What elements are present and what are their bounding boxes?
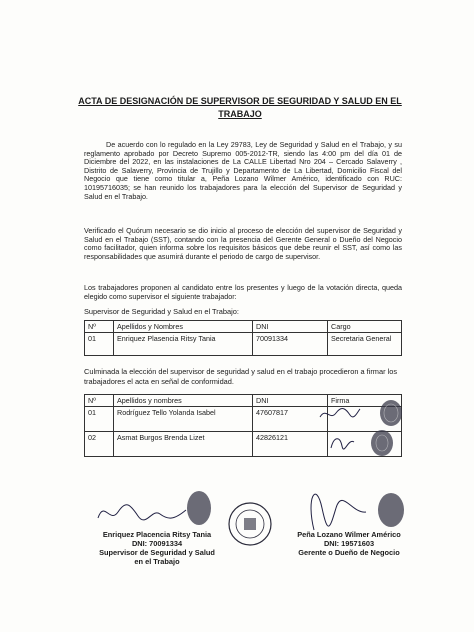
fingerprint-supervisor	[184, 488, 214, 528]
supervisor-role: Supervisor de Seguridad y Salud	[99, 548, 215, 557]
cell-number: 01	[85, 407, 114, 432]
cell-name: Asmat Burgos Brenda Lizet	[114, 432, 253, 457]
header-cell: Apellidos y Nombres	[114, 321, 253, 333]
cell-role: Secretaria General	[328, 333, 402, 356]
owner-dni: DNI: 19571603	[323, 539, 375, 548]
paragraph-election: Los trabajadores proponen al candidato entre los presentes y luego de la votación directa, queda elegido como supervisor el siguiente trabajador:	[84, 283, 402, 301]
signature-asmat	[328, 432, 358, 454]
supervisor-label: Supervisor de Seguridad y Salud en el Trabajo:	[84, 307, 239, 316]
document-title: ACTA DE DESIGNACIÓN DE SUPERVISOR DE SEGURIDAD Y SALUD EN EL TRABAJO	[78, 96, 402, 119]
business-stamp	[226, 500, 274, 548]
cell-number: 01	[85, 333, 114, 356]
table-row	[85, 333, 402, 356]
fingerprint-owner	[374, 490, 408, 530]
signature-supervisor	[94, 494, 190, 530]
header-cell: Cargo	[328, 321, 402, 333]
paragraph-quorum: Verificado el Quórum necesario se dio inicio al proceso de elección del supervisor de Seguridad y Salud en el Trabajo (SST), contando con la presencia del Gerente General o Dueño del Negocio como facilitador, quien informa sobre los requisitos básicos que debe reunir el SST, así como las responsabilidades que asumirá durante el periodo de cargo de supervisor.	[84, 226, 402, 261]
header-cell: Firma	[328, 395, 402, 407]
cell-dni: 70091334	[253, 333, 328, 356]
supervisor-signature-block	[82, 530, 232, 566]
cell-number: 02	[85, 432, 114, 457]
owner-name: Peña Lozano Wilmer Américo	[297, 530, 401, 539]
supervisor-role-cont: en el Trabajo	[134, 557, 180, 566]
cell-name: Enriquez Plasencia Ritsy Tania	[114, 333, 253, 356]
supervisor-table	[84, 320, 402, 356]
signature-rodriguez	[318, 405, 362, 423]
fingerprint-rodriguez	[377, 399, 405, 427]
owner-role: Gerente o Dueño de Negocio	[298, 548, 400, 557]
cell-dni: 42826121	[253, 432, 328, 457]
table-header-row	[85, 321, 402, 333]
header-cell: DNI	[253, 321, 328, 333]
header-cell: Nº	[85, 321, 114, 333]
supervisor-name: Enriquez Placencia Ritsy Tania	[102, 530, 212, 539]
header-cell: Nº	[85, 395, 114, 407]
fingerprint-asmat	[368, 428, 396, 458]
owner-signature-block	[274, 530, 424, 557]
paragraph-intro: De acuerdo con lo regulado en la Ley 29783, Ley de Seguridad y Salud en el Trabajo, y su reglamento aprobado por Decreto Supremo 005-2012-TR, siendo las 4:00 pm del día 01 de Diciembre del 2022, en las instalaciones de La CALLE Libertad Nro 204 – Cercado Salaverry , Distrito de Salaverry, Provincia de Trujillo y Departamento de La Libertad, Domicilio Fiscal del Negocio que tiene como titular a, Peña Lozano Wilmer Américo, identificado con RUC: 10195716035; se han reunido los trabajadores para la elección del Supervisor de Seguridad y Salud en el Trabajo.	[84, 140, 402, 201]
culmination-text: Culminada la elección del supervisor de seguridad y salud en el trabajo procedieron a firmar los trabajadores el acta en señal de conformidad.	[84, 367, 398, 386]
cell-name: Rodríguez Tello Yolanda Isabel	[114, 407, 253, 432]
cell-dni: 47607817	[253, 407, 328, 432]
supervisor-dni: DNI: 70091334	[131, 539, 183, 548]
header-cell: DNI	[253, 395, 328, 407]
header-cell: Apellidos y nombres	[114, 395, 253, 407]
signature-owner	[296, 478, 372, 534]
